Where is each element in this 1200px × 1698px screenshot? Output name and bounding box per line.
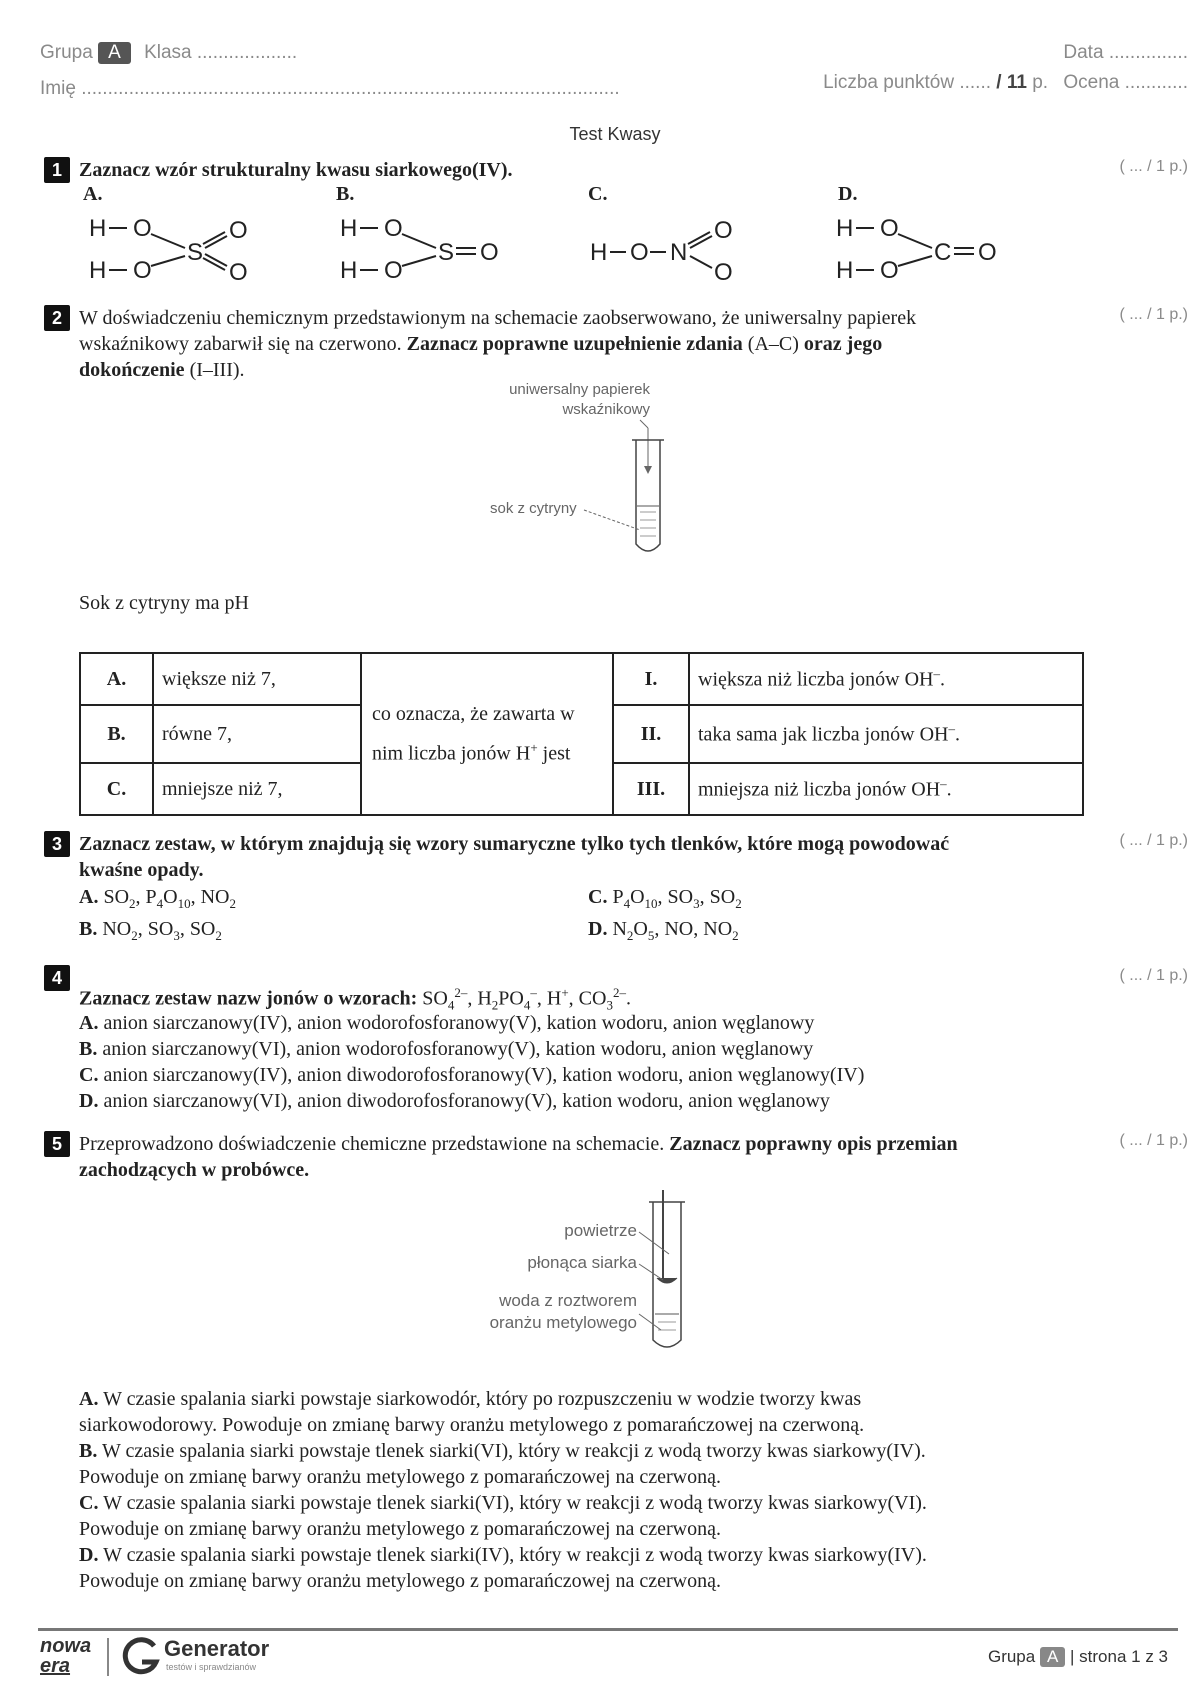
atom-h: H: [340, 257, 358, 284]
q5-option-c-line-2: Powoduje on zmianę barwy oranżu metylowego z pomarańczowej na czerwoną.: [79, 1518, 721, 1540]
q2-option-b-text[interactable]: równe 7,: [153, 705, 361, 763]
q5-points: ( ... / 1 p.): [1119, 1132, 1188, 1149]
q1-formula-d[interactable]: [832, 210, 1002, 290]
q2-sentence: Sok z cytryny ma pH: [79, 592, 249, 614]
q2-points: ( ... / 1 p.): [1119, 306, 1188, 323]
atom-o: O: [133, 215, 152, 242]
generator-logo-icon: [120, 1636, 162, 1683]
ocena-field[interactable]: ............: [1124, 72, 1188, 93]
q2-text-bold: Zaznacz poprawne uzupełnienie zdania: [406, 333, 743, 355]
atom-h: H: [89, 215, 107, 242]
schem-label-juice: sok z cytryny: [490, 500, 577, 517]
atom-o: O: [880, 215, 899, 242]
q4-option-b-text: anion siarczanowy(VI), anion wodorofosforanowy(V), kation wodoru, anion węglanowy: [102, 1038, 814, 1060]
q3-option-a[interactable]: A. $SO_2$, $P_4O_{10}$, $NO_2$: [79, 886, 236, 911]
q5-option-b-line-2: Powoduje on zmianę barwy oranżu metylowego z pomarańczowej na czerwoną.: [79, 1466, 721, 1488]
footer-divider: [38, 1628, 1178, 1631]
ocena-label: Ocena: [1063, 72, 1120, 93]
q1-option-a-label[interactable]: A.: [83, 183, 103, 205]
q1-points: ( ... / 1 p.): [1119, 158, 1188, 175]
schem-label-water: woda z roztworem: [499, 1291, 637, 1310]
grupa-label: Grupa: [40, 42, 93, 63]
nowa-era-logo: [40, 1636, 91, 1676]
q4-option-a[interactable]: [79, 1010, 1079, 1036]
points-field[interactable]: ......: [959, 72, 992, 93]
q1-formula-b[interactable]: [336, 210, 506, 290]
logo-line-1: nowa: [40, 1635, 92, 1657]
header-points: [823, 72, 1188, 94]
q2-text-plain: wskaźnikowy zabarwił się na czerwono.: [79, 333, 402, 355]
q5-text: [79, 1131, 1039, 1183]
oh-sup: –: [933, 666, 940, 682]
q3-points: ( ... / 1 p.): [1119, 832, 1188, 849]
atom-o: O: [714, 259, 733, 285]
q3-option-b[interactable]: B. $NO_2$, $SO_3$, $SO_2$: [79, 918, 222, 943]
oh-sup: –: [940, 776, 947, 792]
q5-option-d-line-2: Powoduje on zmianę barwy oranżu metylowego z pomarańczowej na czerwoną.: [79, 1570, 721, 1592]
oh-sup: –: [948, 721, 955, 737]
q4-option-c-text: anion siarczanowy(IV), anion diwodorofosforanowy(V), kation wodoru, anion węglanowy(IV): [103, 1064, 865, 1086]
q5-option-c-label: C.: [79, 1492, 99, 1514]
footer-page-info: [988, 1647, 1168, 1667]
question-number-2: 2: [44, 305, 70, 331]
atom-c: C: [934, 239, 952, 266]
atom-o: O: [229, 259, 248, 285]
table-row: [80, 653, 1083, 705]
q2-option-iii-label: mniejsza niż liczba jonów OH: [698, 778, 941, 801]
atom-o: O: [480, 239, 499, 266]
atom-h: H: [590, 239, 608, 266]
q5-option-a-line-1: W czasie spalania siarki powstaje siarkowodór, który po rozpuszczeniu w wodzie tworzy kwas: [103, 1388, 862, 1410]
q2-middle-line-3: jest: [542, 742, 571, 765]
q4-option-d-text: anion siarczanowy(VI), anion diwodorofosforanowy(V), kation wodoru, anion węglanowy: [103, 1090, 830, 1112]
data-label: Data: [1063, 42, 1104, 63]
q2-answer-table: [79, 652, 1084, 816]
q5-option-c-line-1: W czasie spalania siarki powstaje tlenek siarki(VI), który w reakcji z wodą tworzy kwas siarkowy(VI).: [103, 1492, 927, 1514]
logo-divider: [107, 1638, 109, 1676]
schem-label-indicator: wskaźnikowy: [562, 401, 650, 418]
q5-option-d-line-1: W czasie spalania siarki powstaje tlenek siarki(IV), który w reakcji z wodą tworzy kwas siarkowy(IV).: [103, 1544, 927, 1566]
q2-line-2: [79, 331, 1039, 357]
dot: .: [939, 668, 945, 691]
q4-option-a-label: A.: [79, 1012, 99, 1034]
atom-o: O: [630, 239, 649, 266]
q2-option-iii-text[interactable]: [689, 763, 1083, 815]
q4-option-d[interactable]: [79, 1088, 1079, 1114]
points-label: Liczba punktów: [823, 72, 955, 93]
imie-label: Imię: [40, 78, 76, 99]
q1-formula-c[interactable]: [586, 210, 756, 290]
q2-middle-line-1: co oznacza, że zawarta w: [372, 703, 575, 726]
atom-o: O: [229, 217, 248, 244]
q5-option-d[interactable]: [79, 1542, 1109, 1594]
q4-option-c[interactable]: [79, 1062, 1079, 1088]
footer-grupa-label: Grupa: [987, 1647, 1036, 1666]
header-data: [1063, 42, 1188, 64]
atom-o: O: [714, 217, 733, 244]
q3-option-a-label: A.: [79, 886, 99, 908]
q4-option-b-label: B.: [79, 1038, 98, 1060]
q4-points: ( ... / 1 p.): [1119, 967, 1188, 984]
footer-grupa-badge: A: [1040, 1647, 1065, 1667]
q2-option-ii[interactable]: II.: [613, 705, 689, 763]
atom-o: O: [384, 257, 403, 284]
q4-options: [79, 1010, 1079, 1114]
atom-s: S: [438, 239, 455, 266]
q5-text-bold: Zaznacz poprawny opis przemian: [669, 1133, 958, 1155]
q5-options: [79, 1386, 1109, 1594]
schem-label-air: powietrze: [564, 1221, 637, 1240]
q2-middle-sup: +: [530, 740, 538, 756]
atom-h: H: [340, 215, 358, 242]
logo-line-2: era: [40, 1655, 71, 1677]
q4-text: Zaznacz zestaw nazw jonów o wzorach: $SO_4^{2-}$, $H_2PO_4^-$, H+, $CO_3^{2-}$.: [79, 985, 631, 1013]
q2-line-1: W doświadczeniu chemicznym przedstawionym na schemacie zaobserwowano, że uniwersalny papierek: [79, 307, 917, 329]
header-grupa: [40, 42, 297, 64]
generator-logo-text: Generator: [164, 1636, 270, 1661]
question-number-1: 1: [44, 157, 70, 183]
q3-text: [79, 831, 1039, 883]
q1-option-b-label[interactable]: B.: [336, 183, 355, 205]
points-unit: p.: [1032, 72, 1049, 93]
schem-label-methyl-orange: oranżu metylowego: [489, 1313, 637, 1332]
q3-option-c-label: C.: [588, 886, 608, 908]
q5-option-a-label: A.: [79, 1388, 99, 1410]
q5-option-b-line-1: W czasie spalania siarki powstaje tlenek siarki(VI), który w reakcji z wodą tworzy kwas siarkowy(IV).: [101, 1440, 926, 1462]
imie-field[interactable]: ......................................................................................................: [81, 78, 620, 99]
question-number-3: 3: [44, 831, 70, 857]
q3-line-2: kwaśne opady.: [79, 859, 204, 881]
q2-option-i[interactable]: I.: [613, 653, 689, 705]
klasa-field[interactable]: ...................: [196, 42, 298, 63]
q3-option-d-label: D.: [588, 918, 608, 940]
q2-option-a[interactable]: A.: [80, 653, 153, 705]
footer-page-number: | strona 1 z 3: [1070, 1647, 1168, 1666]
generator-logo-sub: testów i sprawdzianów: [166, 1662, 257, 1672]
schem-label-sulfur: płonąca siarka: [527, 1253, 637, 1272]
q5-option-c[interactable]: [79, 1490, 1109, 1542]
q2-option-i-label: większa niż liczba jonów OH: [698, 668, 934, 691]
q4-option-b[interactable]: [79, 1036, 1079, 1062]
q5-option-b[interactable]: [79, 1438, 1109, 1490]
q2-text-bold3: dokończenie: [79, 359, 185, 381]
q5-option-b-label: B.: [79, 1440, 98, 1462]
klasa-label: Klasa: [144, 42, 192, 63]
q4-option-c-label: C.: [79, 1064, 99, 1086]
q3-option-d[interactable]: D. $N_2O_5$, NO, $NO_2$: [588, 918, 739, 943]
atom-o: O: [133, 257, 152, 284]
atom-h: H: [836, 257, 854, 284]
q5-option-d-label: D.: [79, 1544, 99, 1566]
atom-o: O: [978, 239, 997, 266]
dot: .: [954, 723, 960, 746]
q2-option-i-text[interactable]: [689, 653, 1083, 705]
dot: .: [946, 778, 952, 801]
q2-option-c-text[interactable]: mniejsze niż 7,: [153, 763, 361, 815]
atom-h: H: [836, 215, 854, 242]
q4-option-d-label: D.: [79, 1090, 99, 1112]
schem-label-paper: uniwersalny papierek: [509, 381, 650, 398]
atom-s: S: [187, 239, 204, 266]
question-number-4: 4: [44, 965, 70, 991]
data-field[interactable]: ...............: [1108, 42, 1188, 63]
q2-option-ii-label: taka sama jak liczba jonów OH: [698, 723, 949, 746]
q2-text-end: (I–III).: [189, 359, 245, 381]
q1-option-c-label[interactable]: C.: [588, 183, 608, 205]
q2-option-ii-text[interactable]: [689, 705, 1083, 763]
points-max: / 11: [996, 72, 1027, 93]
question-number-5: 5: [44, 1131, 70, 1157]
grupa-badge: A: [98, 42, 131, 64]
header-imie: [40, 78, 620, 100]
q5-option-a-line-2: siarkowodorowy. Powoduje on zmianę barwy oranżu metylowego z pomarańczowej na czerwoną.: [79, 1414, 865, 1436]
q2-option-a-text[interactable]: większe niż 7,: [153, 653, 361, 705]
q2-option-c[interactable]: C.: [80, 763, 153, 815]
atom-h: H: [89, 257, 107, 284]
q5-test-tube-diagram: [455, 1190, 715, 1360]
q2-option-b[interactable]: B.: [80, 705, 153, 763]
q2-test-tube-diagram: [480, 380, 700, 565]
q2-option-iii[interactable]: III.: [613, 763, 689, 815]
atom-o: O: [384, 215, 403, 242]
q2-text-bold2: oraz jego: [803, 333, 883, 355]
q1-option-d-label[interactable]: D.: [838, 183, 858, 205]
q2-middle-line-2: nim liczba jonów H: [372, 742, 531, 765]
q3-option-b-label: B.: [79, 918, 98, 940]
q4-option-a-text: anion siarczanowy(IV), anion wodorofosforanowy(V), kation wodoru, anion węglanowy: [103, 1012, 815, 1034]
atom-o: O: [880, 257, 899, 284]
page-title: Test Kwasy: [569, 124, 661, 144]
q2-text: [79, 305, 1039, 383]
q2-text-mid: (A–C): [747, 333, 799, 355]
q5-option-a[interactable]: [79, 1386, 1109, 1438]
q1-text: Zaznacz wzór strukturalny kwasu siarkowego(IV).: [79, 159, 513, 181]
q3-line-1: Zaznacz zestaw, w którym znajdują się wzory sumaryczne tylko tych tlenków, które mogą powodować: [79, 833, 950, 855]
q1-formula-a[interactable]: [85, 210, 255, 290]
atom-n: N: [670, 239, 688, 266]
q3-option-c[interactable]: C. $P_4O_{10}$, $SO_3$, $SO_2$: [588, 886, 742, 911]
q2-middle-cell: [361, 653, 613, 815]
q5-line-2: zachodzących w probówce.: [79, 1159, 310, 1181]
q4-text-bold: Zaznacz zestaw nazw jonów o wzorach:: [79, 987, 418, 1010]
q5-line-1: [79, 1131, 1039, 1157]
q5-text-plain: Przeprowadzono doświadczenie chemiczne przedstawione na schemacie.: [79, 1133, 665, 1155]
